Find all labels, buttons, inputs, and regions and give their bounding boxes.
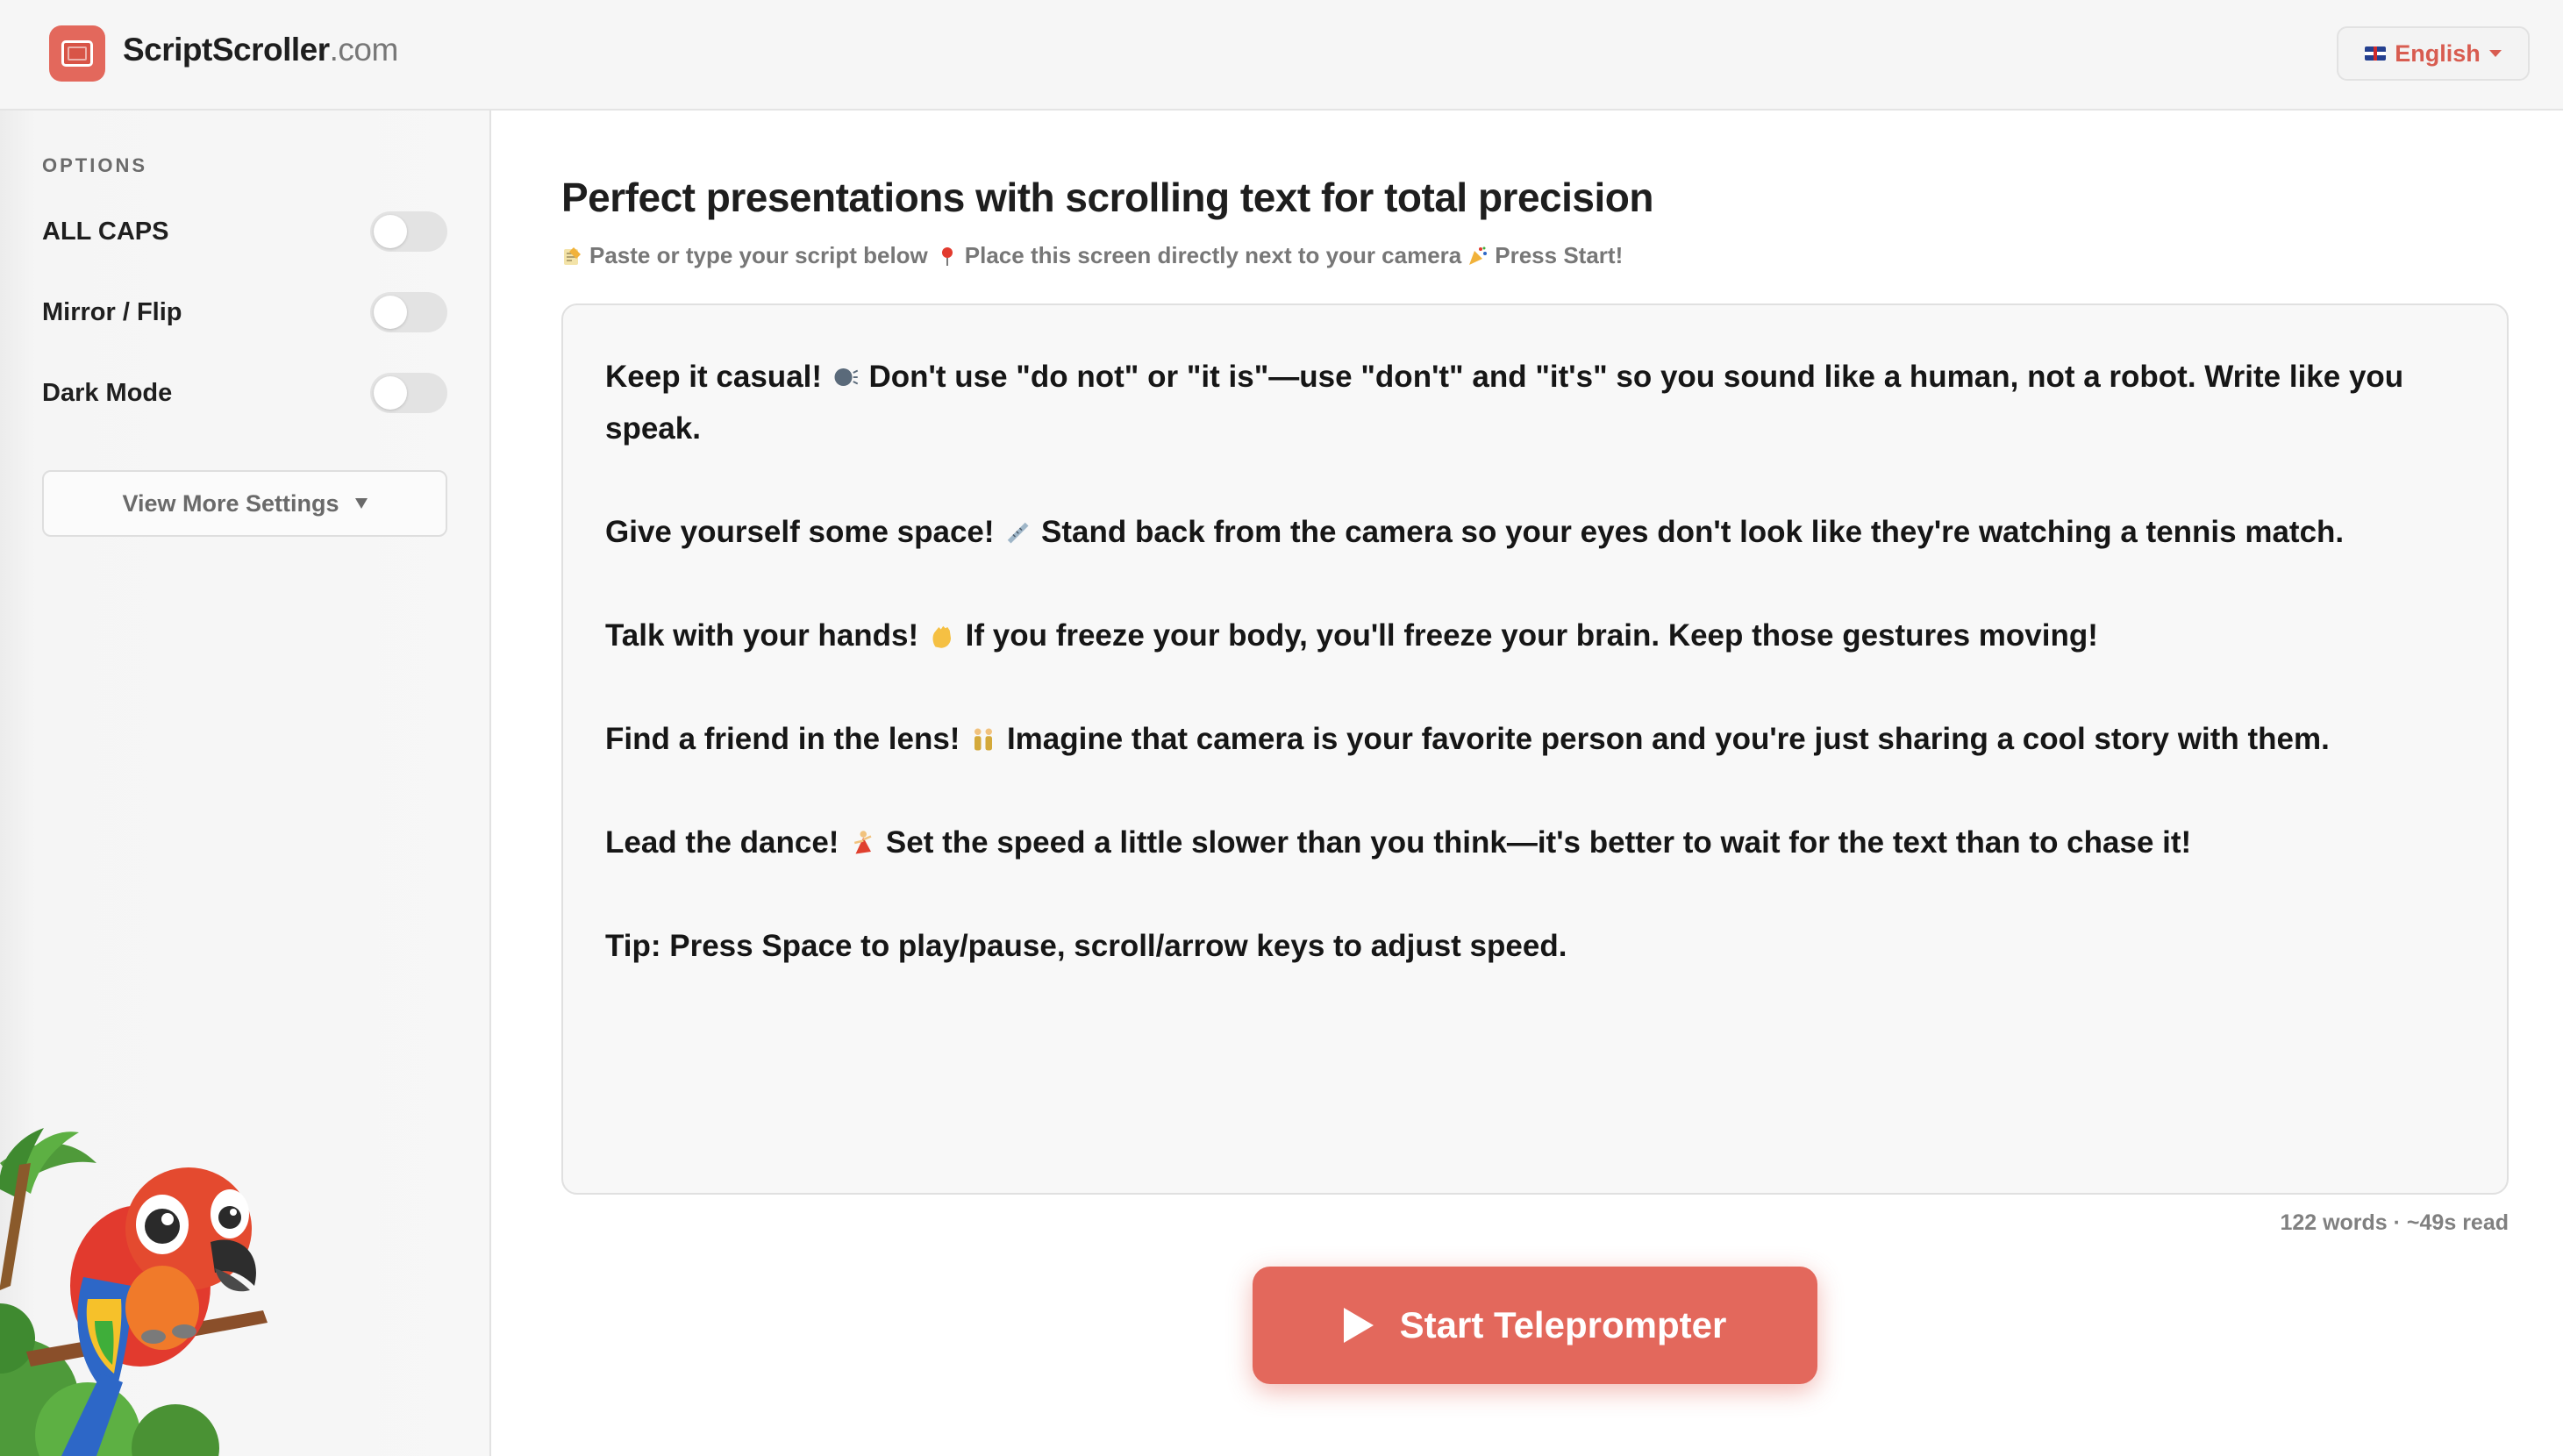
option-label: ALL CAPS	[42, 217, 169, 246]
start-teleprompter-button[interactable]	[1253, 1267, 1817, 1384]
start-teleprompter-label: Start Teleprompter	[1399, 1304, 1727, 1345]
view-more-settings-button[interactable]	[42, 470, 447, 537]
script-text: Imagine that camera is your favorite person and you're just sharing a cool story with them.	[1006, 722, 2330, 756]
dancer-icon	[849, 830, 875, 856]
dark-mode-toggle[interactable]	[370, 373, 447, 413]
options-sidebar	[0, 111, 491, 1456]
parrot-mascot-illustration	[0, 1110, 281, 1456]
script-text: Don't use "do not" or "it is"—use "don't" and "it's" so you sound like a human, not a robot. Write like you speak.	[605, 360, 2404, 446]
play-icon	[1344, 1308, 1374, 1343]
script-paragraph	[605, 610, 2465, 661]
options-heading: OPTIONS	[42, 154, 148, 176]
instructions-row	[561, 242, 1623, 269]
option-label: Dark Mode	[42, 378, 173, 407]
brand-title: ScriptScroller	[123, 32, 330, 68]
language-selector[interactable]	[2337, 26, 2530, 81]
speaking-head-icon	[832, 364, 859, 390]
script-text: Tip: Press Space to play/pause, scroll/arrow keys to adjust speed.	[605, 929, 1567, 963]
script-text: Lead the dance!	[605, 825, 839, 860]
step-start-text: Press Start!	[1495, 242, 1624, 268]
option-mirror-flip	[42, 291, 447, 333]
pin-icon	[937, 246, 958, 267]
language-label: English	[2395, 39, 2481, 67]
script-paragraph	[605, 506, 2465, 558]
script-text: Talk with your hands!	[605, 618, 919, 653]
memo-icon	[561, 246, 582, 267]
chevron-down-icon	[2489, 50, 2502, 57]
top-bar	[0, 0, 2563, 111]
script-paragraph	[605, 920, 2465, 972]
script-paragraph	[605, 817, 2465, 868]
uk-flag-icon	[2365, 46, 2386, 61]
option-all-caps	[42, 211, 447, 253]
option-dark-mode	[42, 372, 447, 414]
script-paragraph	[605, 713, 2465, 765]
party-popper-icon	[1467, 246, 1488, 267]
script-text: Stand back from the camera so your eyes don't look like they're watching a tennis match.	[1041, 515, 2345, 549]
waving-hand-icon	[929, 623, 955, 649]
triangle-down-icon	[355, 498, 368, 509]
script-textarea[interactable]	[561, 303, 2509, 1195]
script-text: Set the speed a little slower than you think—it's better to wait for the text than to chase it!	[885, 825, 2192, 860]
brand-name[interactable]	[123, 32, 398, 68]
option-label: Mirror / Flip	[42, 297, 182, 326]
page-title: Perfect presentations with scrolling text for total precision	[561, 175, 1653, 220]
script-paragraph	[605, 351, 2465, 454]
mirror-flip-toggle[interactable]	[370, 292, 447, 332]
word-count-stats: 122 words · ~49s read	[2280, 1210, 2509, 1235]
brand-domain: .com	[329, 32, 398, 68]
step-place-text: Place this screen directly next to your camera	[964, 242, 1462, 268]
two-people-icon	[970, 726, 996, 753]
ruler-icon	[1004, 519, 1031, 546]
logo-icon[interactable]	[49, 25, 105, 82]
script-text: Keep it casual!	[605, 360, 823, 394]
script-text: Find a friend in the lens!	[605, 722, 960, 756]
all-caps-toggle[interactable]	[370, 211, 447, 252]
script-text: Give yourself some space!	[605, 515, 995, 549]
step-paste-text: Paste or type your script below	[589, 242, 928, 268]
script-text: If you freeze your body, you'll freeze your brain. Keep those gestures moving!	[965, 618, 2098, 653]
view-more-settings-label: View More Settings	[122, 489, 339, 517]
